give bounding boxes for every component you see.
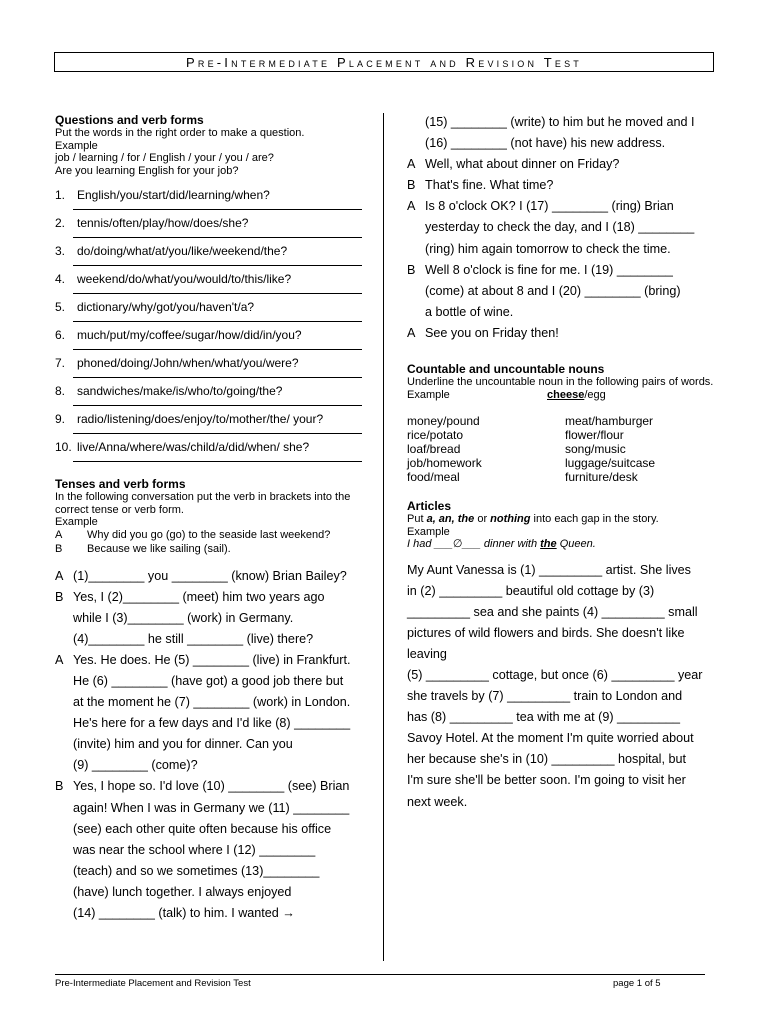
dialogue-line: was near the school where I (12) ________ <box>73 842 316 857</box>
story-line: _________ sea and she paints (4) _________ small <box>407 604 698 619</box>
noun-pair[interactable]: furniture/desk <box>565 470 638 485</box>
footer-title: Pre-Intermediate Placement and Revision Test <box>55 978 251 989</box>
instruction: Underline the uncountable noun in the following pairs of words. <box>407 376 714 389</box>
dialogue-line: He's here for a few days and I'd like (8) ________ <box>73 716 351 731</box>
answer-line[interactable] <box>73 209 362 210</box>
answer-line[interactable] <box>73 405 362 406</box>
dialogue-line: (9) ________ (come)? <box>73 758 198 773</box>
answer-line[interactable] <box>73 349 362 350</box>
dialogue-line: B That's fine. What time? <box>407 178 554 193</box>
question-list <box>55 188 360 468</box>
dialogue-line: (see) each other quite often because his office <box>73 821 332 836</box>
dialogue-line: again! When I was in Germany we (11) ________ <box>73 800 350 815</box>
story-line: My Aunt Vanessa is (1) _________ artist. She lives <box>407 562 691 577</box>
dialogue-line: (15) ________ (write) to him but he moved and I <box>425 115 695 129</box>
example-label: Example <box>407 525 450 538</box>
noun-pair[interactable]: song/music <box>565 442 626 457</box>
section-heading-articles: Articles <box>407 499 452 514</box>
left-column <box>55 113 360 924</box>
instruction: In the following conversation put the verb in brackets into the correct tense or verb form. <box>55 491 351 516</box>
question-item: 5. dictionary/why/got/you/haven't/a? <box>55 300 360 328</box>
dialogue-line: B Yes, I hope so. I'd love (10) ________ (see) Brian <box>55 779 350 794</box>
dialogue-line: a bottle of wine. <box>425 304 514 319</box>
noun-pair[interactable]: rice/potato <box>407 428 464 443</box>
story-line: leaving <box>407 646 447 661</box>
dialogue-line: He (6) ________ (have got) a good job there but <box>73 673 344 688</box>
dialogue-line: at the moment he (7) ________ (work) in London. <box>73 695 351 710</box>
story-text <box>407 560 717 813</box>
footer-rule <box>55 974 705 975</box>
question-item: 4. weekend/do/what/you/would/to/this/like? <box>55 272 360 300</box>
dialogue-line: (invite) him and you for dinner. Can you <box>73 737 293 752</box>
noun-pair[interactable]: meat/hamburger <box>565 414 654 429</box>
example-a: A Why did you go (go) to the seaside last weekend? <box>55 528 331 541</box>
noun-pair[interactable]: job/homework <box>407 456 482 471</box>
dialogue-line: (teach) and so we sometimes (13)________ <box>73 863 320 878</box>
section-heading-questions: Questions and verb forms <box>55 113 204 127</box>
page-number: page 1 of 5 <box>613 978 661 989</box>
story-line: her because she's in (10) _________ hospital, but <box>407 752 686 767</box>
dialogue-line: (come) at about 8 and I (20) ________ (bring) <box>425 283 681 298</box>
dialogue-line: A See you on Friday then! <box>407 325 559 340</box>
dialogue-line: (16) ________ (not have) his new address. <box>425 136 666 151</box>
example-b: B Because we like sailing (sail). <box>55 543 231 555</box>
story-line: in (2) _________ beautiful old cottage by (3) <box>407 583 655 598</box>
example-label: Example <box>55 139 98 152</box>
example-underlined: cheese <box>547 388 585 401</box>
story-line: has (8) _________ tea with me at (9) _________ <box>407 710 681 725</box>
question-item: 8. sandwiches/make/is/who/to/going/the? <box>55 384 360 412</box>
dialogue-line: A Well, what about dinner on Friday? <box>407 157 620 172</box>
dialogue-line: B Yes, I (2)________ (meet) him two years ago <box>55 589 325 604</box>
noun-pair[interactable]: luggage/suitcase <box>565 456 656 471</box>
dialogue-line: A Is 8 o'clock OK? I (17) ________ (ring) Brian <box>407 199 674 214</box>
answer-line[interactable] <box>73 293 362 294</box>
example-answer: Are you learning English for your job? <box>55 164 239 177</box>
dialogue-line: yesterday to check the day, and I (18) ________ <box>425 220 695 235</box>
dialogue-line: (ring) him again tomorrow to check the time. <box>425 241 671 256</box>
example-sentence: I had ___∅___ dinner with the Queen. <box>407 538 596 551</box>
question-item: 7. phoned/doing/John/when/what/you/were? <box>55 356 360 384</box>
dialogue-line: (14) ________ (talk) to him. I wanted → <box>73 906 295 920</box>
noun-pairs <box>407 414 717 484</box>
noun-pair[interactable]: flower/flour <box>565 428 624 443</box>
question-item: 9. radio/listening/does/enjoy/to/mother/the/ your? <box>55 412 360 440</box>
answer-line[interactable] <box>73 265 362 266</box>
story-line: I'm sure she'll be better soon. I'm going to visit her <box>407 773 686 788</box>
question-item: 2. tennis/often/play/how/does/she? <box>55 216 360 244</box>
right-column <box>407 112 717 813</box>
section-heading-tenses: Tenses and verb forms <box>55 477 186 491</box>
page-title: Pre-Intermediate Placement and Revision Test <box>186 54 582 70</box>
question-item: 1. English/you/start/did/learning/when? <box>55 188 360 216</box>
story-line: (5) _________ cottage, but once (6) _________ year <box>407 668 703 682</box>
instruction: Put the words in the right order to make a question. <box>55 127 305 139</box>
question-item: 3. do/doing/what/at/you/like/weekend/the? <box>55 244 360 272</box>
answer-line[interactable] <box>73 321 362 322</box>
story-line: pictures of wild flowers and birds. She doesn't like <box>407 625 685 640</box>
instruction: Put a, an, the or nothing into each gap in the story. <box>407 513 659 526</box>
dialogue-right <box>407 112 717 344</box>
example-row: Example cheese/egg <box>407 388 606 401</box>
answer-line[interactable] <box>73 237 362 238</box>
example-words: job / learning / for / English / your / you / are? <box>55 152 274 164</box>
title-box <box>54 52 714 72</box>
dialogue-line: B Well 8 o'clock is fine for me. I (19) ________ <box>407 262 673 277</box>
dialogue-line: (have) lunch together. I always enjoyed <box>73 884 292 899</box>
column-divider <box>383 113 384 961</box>
noun-pair[interactable]: loaf/bread <box>407 442 461 457</box>
dialogue-line: A (1)________ you ________ (know) Brian Bailey? <box>55 568 347 583</box>
dialogue-left <box>55 566 360 925</box>
noun-pair[interactable]: money/pound <box>407 414 480 429</box>
dialogue-line: (4)________ he still ________ (live) there? <box>73 631 314 646</box>
answer-line[interactable] <box>73 433 362 434</box>
question-item: 6. much/put/my/coffee/sugar/how/did/in/you? <box>55 328 360 356</box>
story-line: next week. <box>407 794 468 809</box>
section-heading-nouns: Countable and uncountable nouns <box>407 362 605 377</box>
story-line: Savoy Hotel. At the moment I'm quite worried about <box>407 731 694 746</box>
dialogue-line: A Yes. He does. He (5) ________ (live) in Frankfurt. <box>55 652 351 667</box>
answer-line[interactable] <box>73 377 362 378</box>
answer-line[interactable] <box>73 461 362 462</box>
dialogue-line: while I (3)________ (work) in Germany. <box>73 610 294 625</box>
story-line: she travels by (7) _________ train to London and <box>407 689 683 704</box>
question-item: 10. live/Anna/where/was/child/a/did/when/ she? <box>55 440 360 468</box>
example-label: Example <box>55 516 98 528</box>
noun-pair[interactable]: food/meal <box>407 470 460 485</box>
